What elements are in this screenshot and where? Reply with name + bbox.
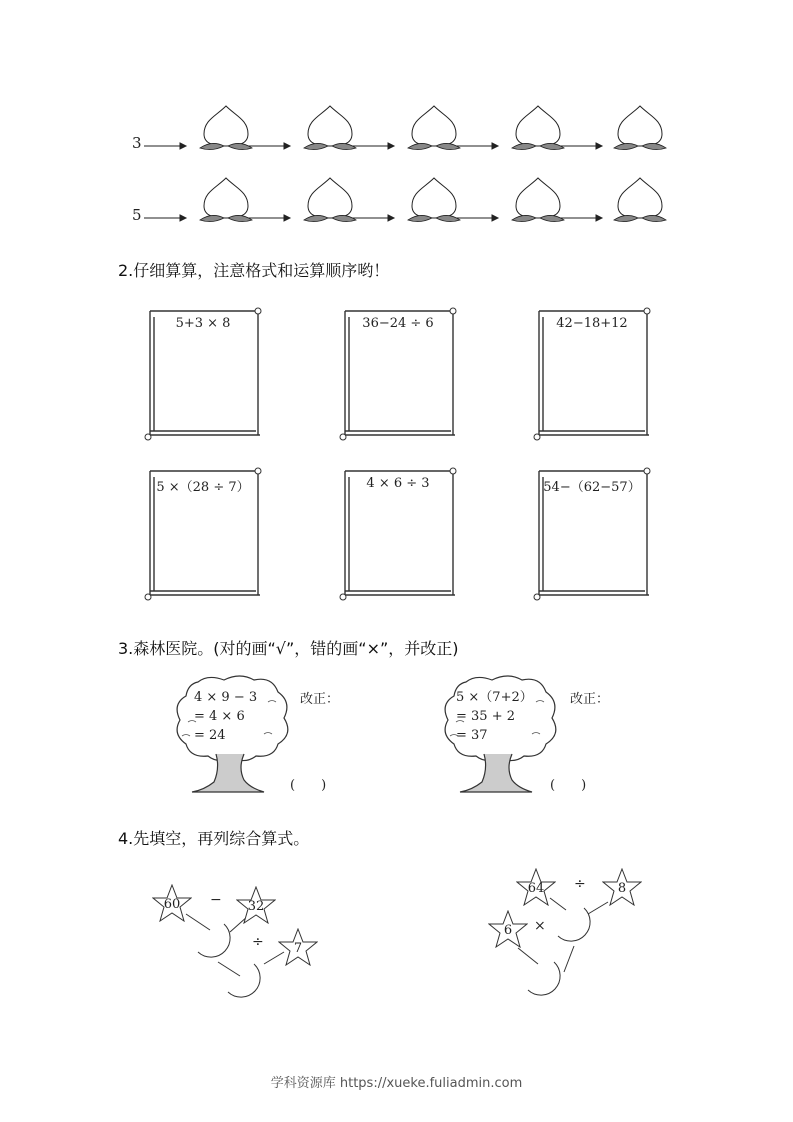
calc-line: 5 ×（7+2） [456,690,533,705]
tree-item-1 [168,672,368,802]
section-4-title: 4.先填空，再列综合算式。 [118,829,310,848]
calc-expression: 5 ×（28 ÷ 7） [156,480,250,495]
calc-line: = 35 + 2 [456,709,515,724]
moon-icon[interactable] [224,962,264,1000]
calc-line: = 37 [456,728,488,743]
operator: × [534,918,546,934]
peach-chain-2 [128,172,668,232]
flow-diagram-right [484,864,654,1000]
calc-box[interactable] [533,307,651,439]
peach-icon [508,174,568,226]
peach-icon [300,102,360,154]
moon-icon[interactable] [194,922,234,960]
moon-icon[interactable] [524,960,564,998]
page-footer: 学科资源库 https://xueke.fuliadmin.com [270,1076,523,1091]
calc-box[interactable] [339,307,457,439]
peach-icon [610,102,670,154]
peach-icon [404,102,464,154]
star-number: 64 [527,881,545,896]
chain-start-number: 3 [132,134,142,152]
tree-calculation [456,688,533,745]
calc-expression: 36−24 ÷ 6 [362,316,434,331]
flow-diagram-left [148,878,328,1000]
section-3-title: 3.森林医院。(对的画“√”，错的画“×”，并改正) [118,639,459,658]
peach-icon [300,174,360,226]
peach-chain-1 [128,100,668,160]
peach-icon [196,174,256,226]
calc-expression: 42−18+12 [556,316,628,331]
section-2-title: 2.仔细算算，注意格式和运算顺序哟！ [118,261,390,280]
peach-icon [404,174,464,226]
calc-box[interactable] [144,467,262,599]
tree-calculation [194,688,257,745]
peach-icon [610,174,670,226]
star-number: 6 [503,923,513,938]
calc-expression: 5+3 × 8 [175,316,231,331]
peach-icon [508,102,568,154]
calc-expression: 4 × 6 ÷ 3 [366,476,430,491]
operator: − [210,892,222,908]
operator: ÷ [252,934,264,950]
correction-label: 改正： [570,692,610,707]
star-number: 7 [293,941,303,956]
star-number: 60 [163,897,181,912]
star-number: 32 [247,899,265,914]
peach-icon [196,102,256,154]
calc-box[interactable] [339,467,457,599]
star-number: 8 [617,881,627,896]
correction-label: 改正： [300,692,340,707]
chain-start-number: 5 [132,206,142,224]
calc-line: 4 × 9 − 3 [194,690,258,705]
moon-icon[interactable] [554,906,594,944]
tree-item-2 [436,672,636,802]
answer-parentheses[interactable]: ( ) [290,778,327,793]
calc-box[interactable] [533,467,651,599]
calc-line: = 24 [194,728,226,743]
calc-line: = 4 × 6 [194,709,245,724]
calc-expression: 54−（62−57） [543,480,641,495]
calc-box[interactable] [144,307,262,439]
operator: ÷ [574,876,586,892]
answer-parentheses[interactable]: ( ) [550,778,587,793]
